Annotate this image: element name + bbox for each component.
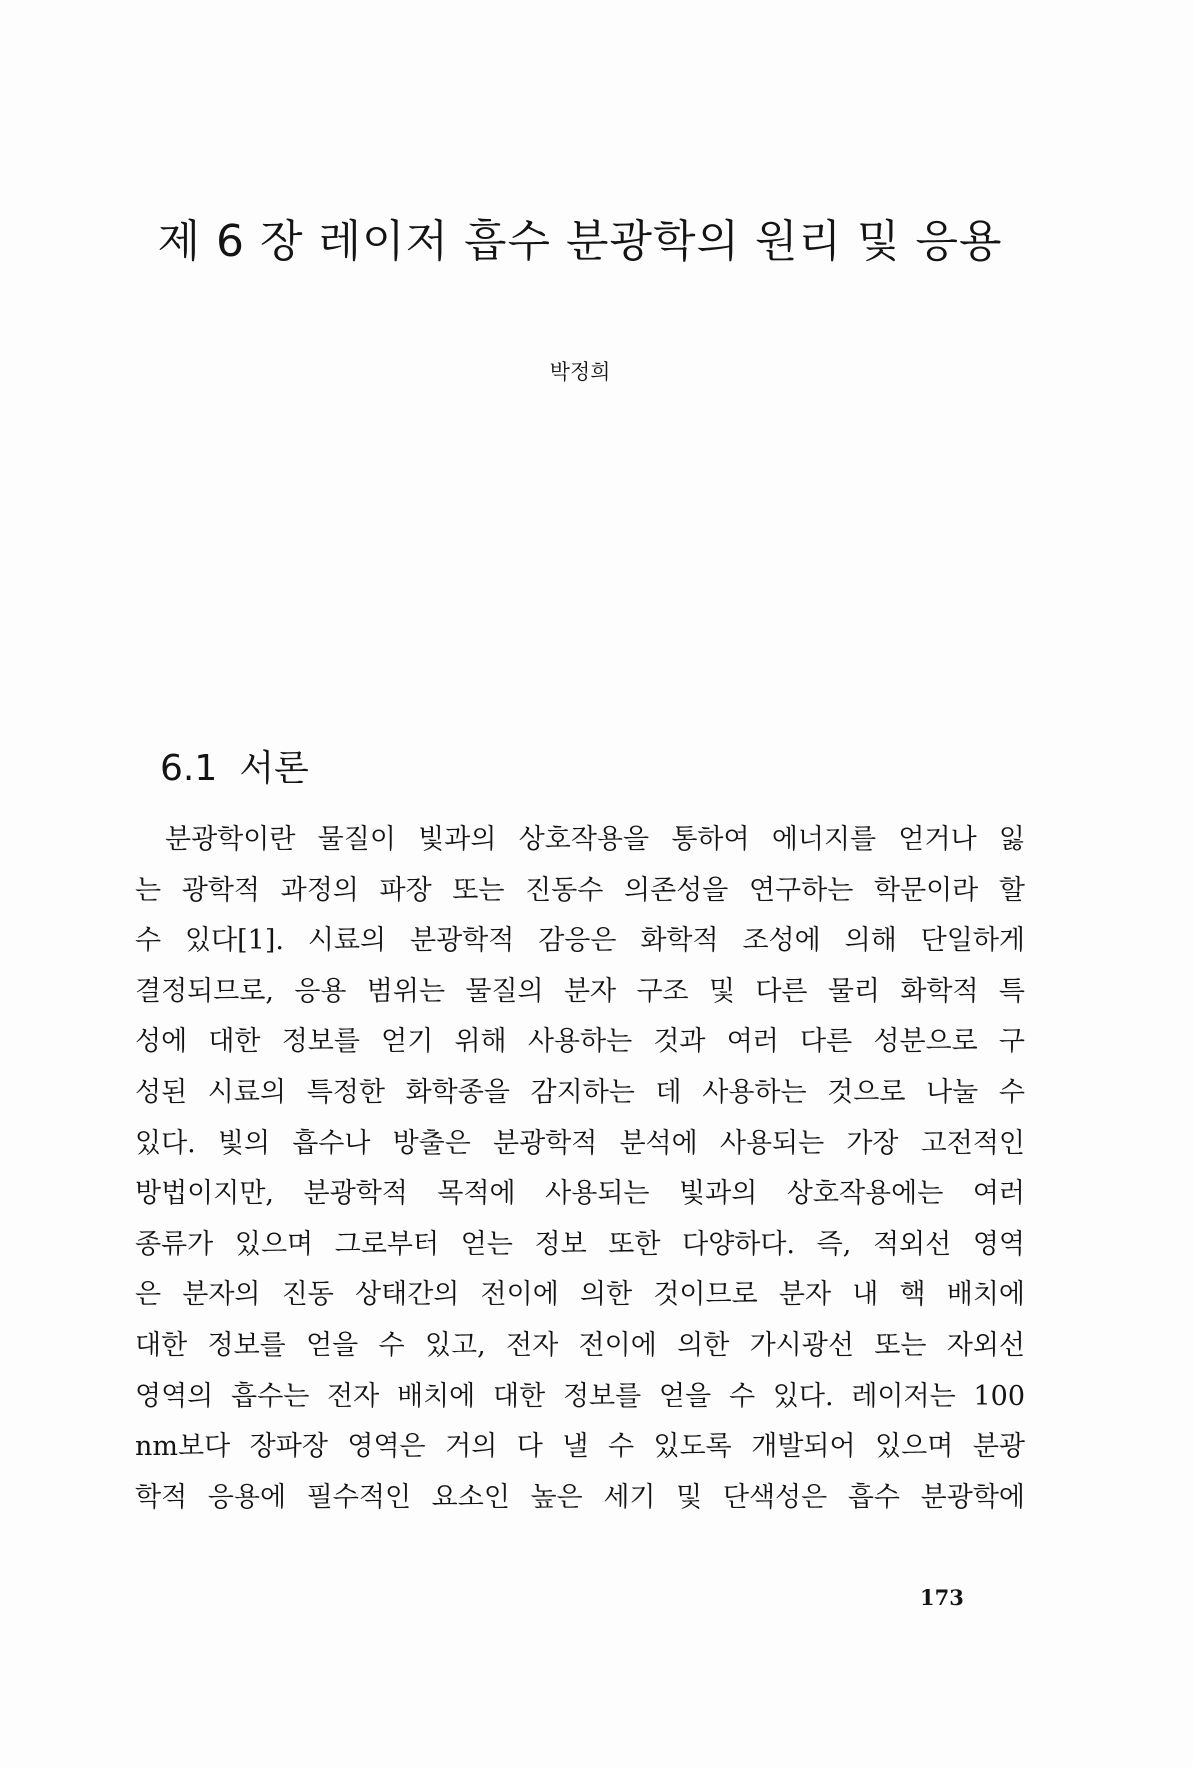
paragraph-line: 종류가 있으며 그로부터 얻는 정보 또한 다양하다. 즉, 적외선 영역 <box>135 1228 1025 1260</box>
paragraph-line: 영역의 흡수는 전자 배치에 대한 정보를 얻을 수 있다. 레이저는 100 <box>135 1380 1025 1412</box>
paragraph-line: 방법이지만, 분광학적 목적에 사용되는 빛과의 상호작용에는 여러 <box>135 1178 1025 1210</box>
page-number: 173 <box>920 1585 964 1610</box>
chapter-title: 제 6 장 레이저 흡수 분광학의 원리 및 응용 <box>157 216 1003 267</box>
paragraph-line: 은 분자의 진동 상태간의 전이에 의한 것이므로 분자 내 핵 배치에 <box>135 1279 1025 1311</box>
paragraph-line: 학적 응용에 필수적인 요소인 높은 세기 및 단색성은 흡수 분광학에 <box>135 1481 1025 1513</box>
author-name: 박정희 <box>549 360 611 384</box>
paragraph-line: nm보다 장파장 영역은 거의 다 낼 수 있도록 개발되어 있으며 분광 <box>135 1431 1025 1463</box>
paragraph-line: 분광학이란 물질이 빛과의 상호작용을 통하여 에너지를 얻거나 잃 <box>165 824 1025 855</box>
section-heading <box>160 740 309 791</box>
paragraph-line: 수 있다[1]. 시료의 분광학적 감응은 화학적 조성에 의해 단일하게 <box>135 925 1025 957</box>
paragraph-line: 성에 대한 정보를 얻기 위해 사용하는 것과 여러 다른 성분으로 구 <box>135 1026 1025 1058</box>
paragraph-line: 결정되므로, 응용 범위는 물질의 분자 구조 및 다른 물리 화학적 특 <box>135 975 1025 1007</box>
paragraph-line: 대한 정보를 얻을 수 있고, 전자 전이에 의한 가시광선 또는 자외선 <box>135 1329 1025 1361</box>
paragraph-line: 는 광학적 과정의 파장 또는 진동수 의존성을 연구하는 학문이라 할 <box>135 874 1025 906</box>
paragraph-line: 있다. 빛의 흡수나 방출은 분광학적 분석에 사용되는 가장 고전적인 <box>135 1127 1025 1159</box>
section-number: 6.1 <box>160 748 218 789</box>
section-title: 서론 <box>239 748 309 789</box>
paragraph-line: 성된 시료의 특정한 화학종을 감지하는 데 사용하는 것으로 나눌 수 <box>135 1076 1025 1108</box>
body-paragraph <box>135 815 1025 1523</box>
